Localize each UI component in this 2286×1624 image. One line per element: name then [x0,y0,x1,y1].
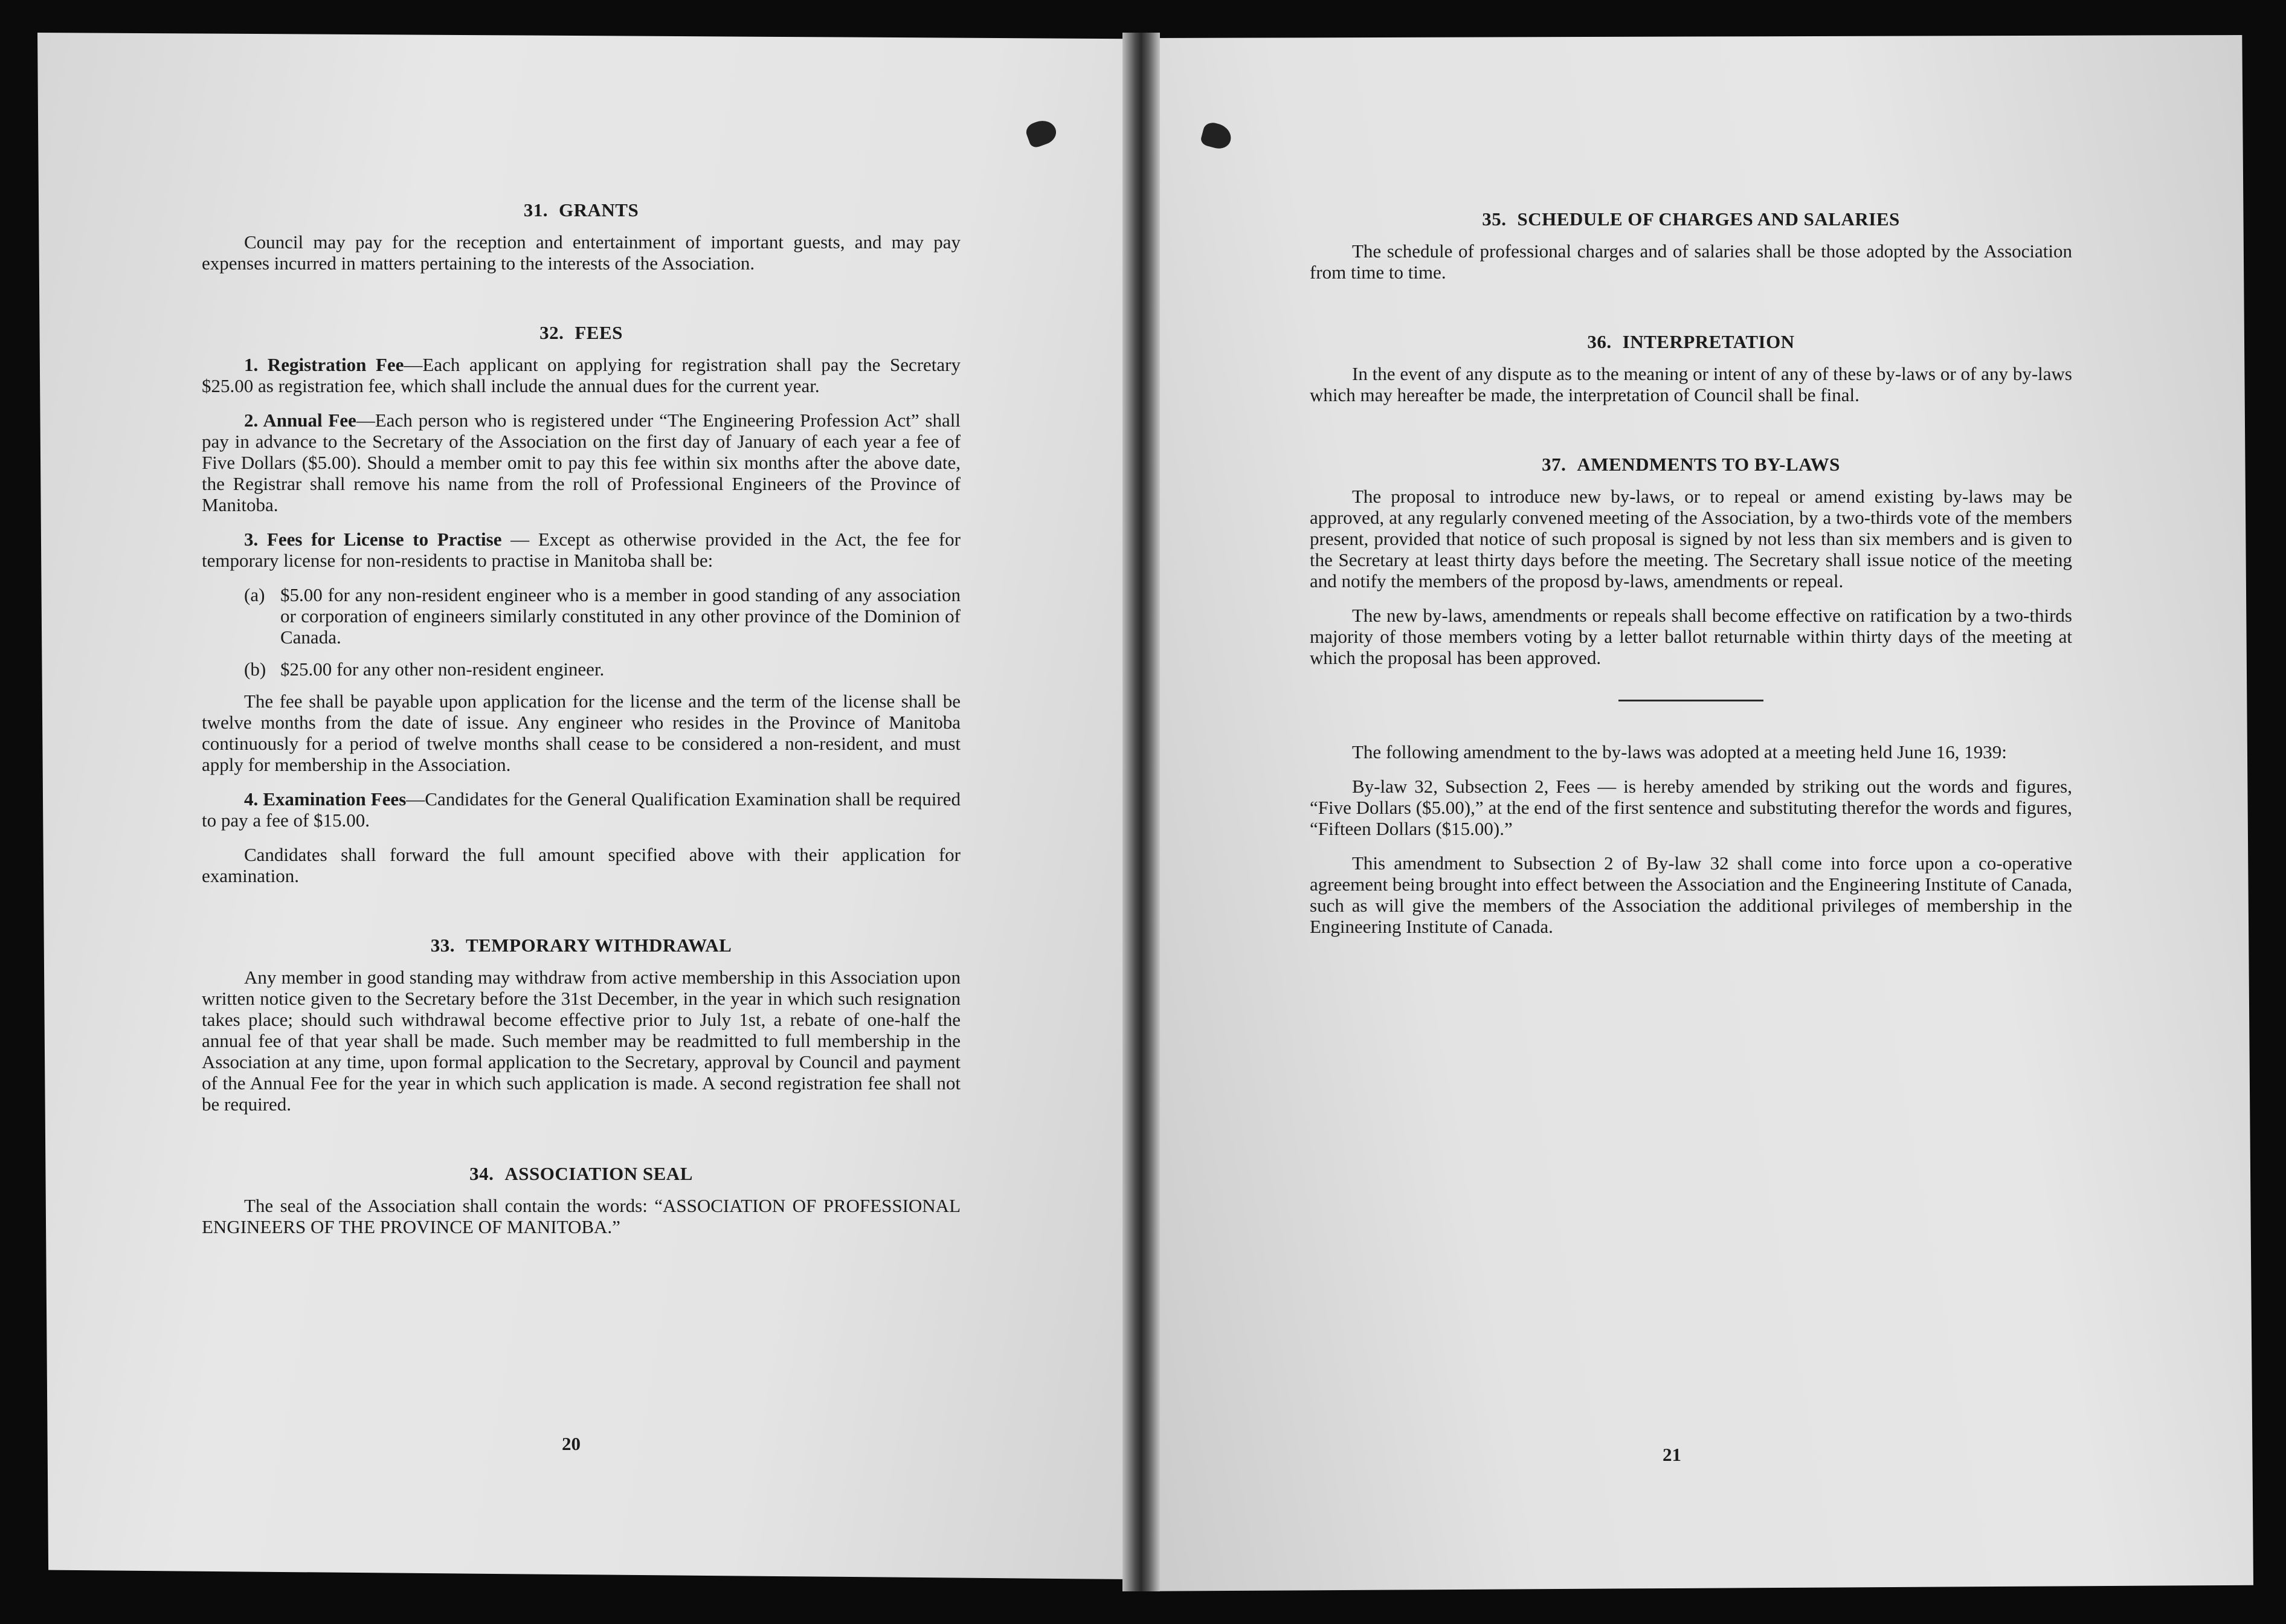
paragraph: This amendment to Subsection 2 of By-law 32 shall come into force upon a co-operative agreement being brought into effect between the Association and the Engineering Institute of Canada, such as will give the members of the Association the additional privileges of membership in the Engineering Institute of Canada. [1310,852,2072,937]
section-heading: 31. GRANTS [523,199,639,221]
paragraph-license-fee: 3. Fees for License to Practise — Except as otherwise provided in the Act, the fee for temporary license for non-residents to practise in Manitoba shall be: [202,529,961,571]
paragraph: The proposal to introduce new by-laws, or to repeal or amend existing by-laws may be approved, at any regularly convened meeting of the Association, by a two-thirds vote of the members present, provided that notice of such proposal is signed by not less than six members and is given to the Secretary at least thirty days before the meeting. The Secretary shall issue notice of the meeting and notify the members of the proposd by-laws, amendments or repeal. [1310,486,2072,591]
section-36-interpretation [1310,331,2072,405]
amendment-note [1310,741,2072,937]
section-37-amendments [1310,454,2072,668]
paragraph-registration-fee: 1. Registration Fee—Each applicant on applying for registration shall pay the Secretary $25.00 as registration fee, which shall include the annual dues for the current year. [202,354,961,396]
section-heading: 33. TEMPORARY WITHDRAWAL [430,935,732,956]
paragraph: By-law 32, Subsection 2, Fees — is hereby amended by striking out the words and figures, “Five Dollars ($5.00),” at the end of the first sentence and substituting therefor the words and figures, “Fifteen Dollars ($15.00).” [1310,776,2072,839]
paragraph-annual-fee: 2. Annual Fee—Each person who is registered under “The Engineering Profession Act” shall pay in advance to the Secretary of the Association on the first day of January of each year a fee of Five Dollars ($5.00). Should a member omit to pay this fee within six months after the above date, the Registrar shall remove his name from the roll of Professional Engineers of the Province of Manitoba. [202,410,961,515]
list-item: (a) $5.00 for any non-resident engineer who is a member in good standing of any association or corporation of engineers similarly constituted in any other province of the Dominion of Canada. [244,584,961,648]
paragraph: Any member in good standing may withdraw from active membership in this Association upon written notice given to the Secretary before the 31st December, in the year in which such resignation takes place; should such withdrawal become effective prior to July 1st, a rebate of one-half the annual fee of that year shall be made. Such member may be readmitted to full membership in the Association at any time, upon formal application to the Secretary, approval by Council and payment of the Annual Fee for the year in which such application is made. A second registration fee shall not be required. [202,967,961,1115]
paragraph: The fee shall be payable upon application for the license and the term of the license shall be twelve months from the date of issue. Any engineer who resides in the Province of Manitoba continuously for a period of twelve months shall cease to be considered a non-resident, and must apply for membership in the Association. [202,691,961,775]
section-heading: 34. ASSOCIATION SEAL [469,1163,693,1184]
paragraph: Council may pay for the reception and entertainment of important guests, and may pay expenses incurred in matters pertaining to the interests of the Association. [202,231,961,274]
section-35-schedule-of-charges [1310,208,2072,283]
section-heading: 35. SCHEDULE OF CHARGES AND SALARIES [1482,208,1900,230]
paragraph-examination-fees: 4. Examination Fees—Candidates for the General Qualification Examination shall be required to pay a fee of $15.00. [202,788,961,831]
right-page-text [1310,208,2072,950]
section-34-association-seal [202,1163,961,1237]
section-32-fees [202,322,961,886]
paragraph: In the event of any dispute as to the meaning or intent of any of these by-laws or of any by-laws which may hereafter be made, the interpretation of Council shall be final. [1310,363,2072,405]
section-heading: 32. FEES [539,322,623,343]
book-gutter [1122,33,1160,1591]
paragraph: The seal of the Association shall contain the words: “ASSOCIATION OF PROFESSIONAL ENGINEERS OF THE PROVINCE OF MANITOBA.” [202,1195,961,1237]
paragraph: The new by-laws, amendments or repeals shall become effective on ratification by a two-thirds majority of those members voting by a letter ballot returnable within thirty days of the meeting at which the proposal has been approved. [1310,605,2072,668]
section-heading: 36. INTERPRETATION [1587,331,1795,352]
left-page-text [202,199,961,1251]
section-heading: 37. AMENDMENTS TO BY-LAWS [1542,454,1840,475]
section-31-grants [202,199,961,274]
paragraph: The following amendment to the by-laws was adopted at a meeting held June 16, 1939: [1352,741,2007,762]
divider-rule [1618,700,1763,701]
page-number: 21 [1663,1444,1681,1465]
paragraph: Candidates shall forward the full amount specified above with their application for examination. [202,844,961,886]
list-item: (b) $25.00 for any other non-resident engineer. [244,659,605,680]
section-33-temporary-withdrawal [202,935,961,1115]
page-number: 20 [562,1433,581,1454]
paragraph: The schedule of professional charges and of salaries shall be those adopted by the Association from time to time. [1310,240,2072,283]
